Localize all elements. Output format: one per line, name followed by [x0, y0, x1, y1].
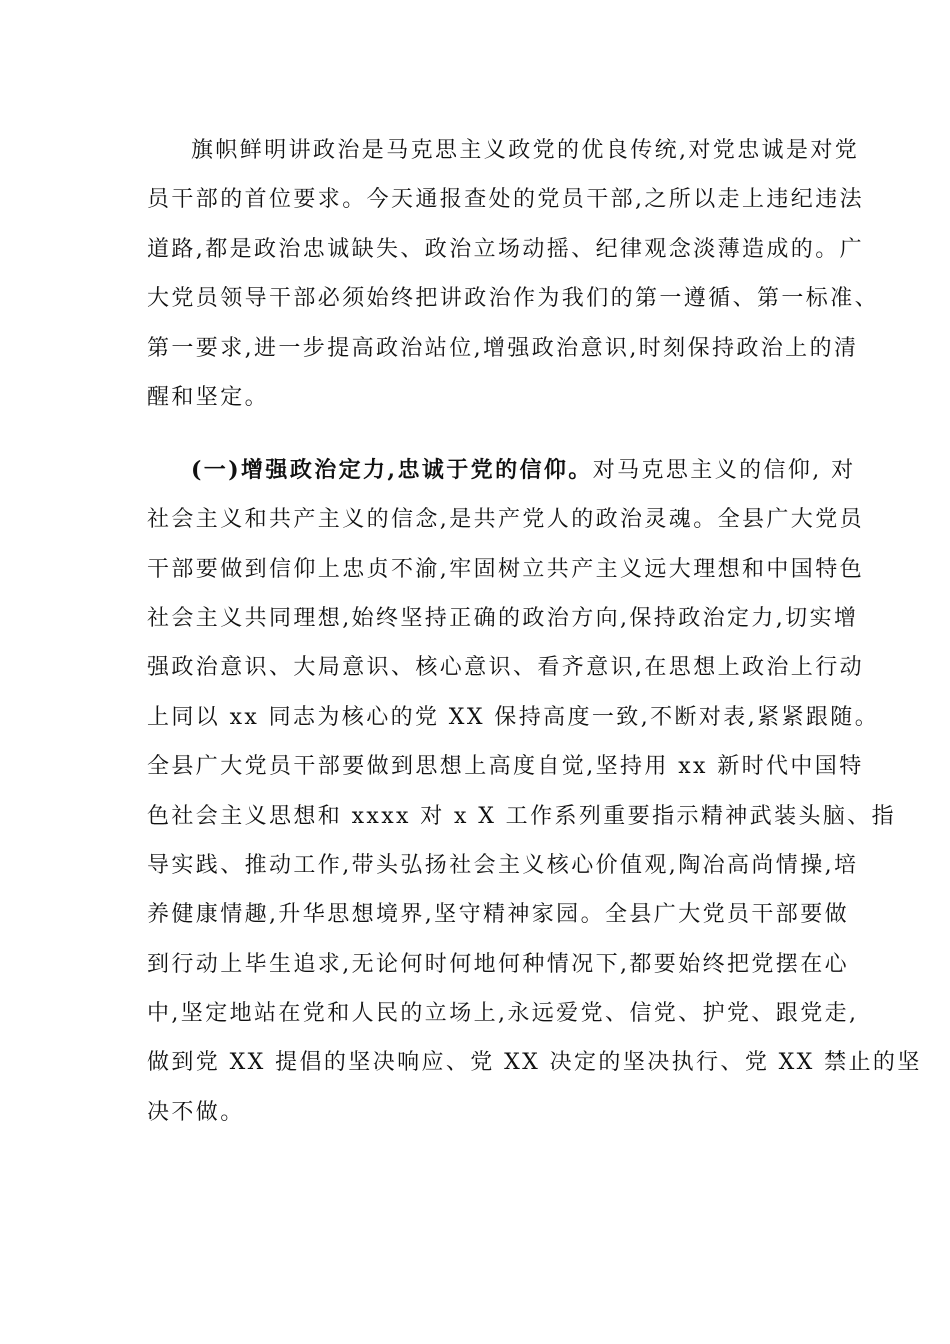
section-1-line-14: 决不做。: [147, 1100, 245, 1125]
section-1-line-12: 中,坚定地站在党和人民的立场上,永远爱党、信党、护党、跟党走,: [147, 1001, 859, 1026]
section-heading: (一)增强政治定力,忠诚于党的信仰。: [191, 457, 593, 483]
section-1-line-7: 全县广大党员干部要做到思想上高度自觉,坚持用 xx 新时代中国特: [147, 754, 864, 779]
paragraph-1-line-1: 旗帜鲜明讲政治是马克思主义政党的优良传统,对党忠诚是对党: [191, 138, 860, 163]
section-1-line-3: 干部要做到信仰上忠贞不渝,牢固树立共产主义远大理想和中国特色: [147, 557, 864, 582]
section-1-line-11: 到行动上毕生追求,无论何时何地何种情况下,都要始终把党摆在心: [147, 952, 849, 977]
section-1-line-4: 社会主义共同理想,始终坚持正确的政治方向,保持政治定力,切实增: [147, 606, 859, 631]
section-1-line-9: 导实践、推动工作,带头弘扬社会主义核心价值观,陶冶高尚情操,培: [147, 853, 859, 878]
section-1-first-line-text: 对马克思主义的信仰, 对: [592, 458, 856, 483]
section-1-line-2: 社会主义和共产主义的信念,是共产党人的政治灵魂。全县广大党员: [147, 507, 864, 532]
section-1-line-8: 色社会主义思想和 xxxx 对 x X 工作系列重要指示精神武装头脑、指: [147, 804, 897, 829]
paragraph-1-line-4: 大党员领导干部必须始终把讲政治作为我们的第一遵循、第一标准、: [147, 286, 880, 311]
paragraph-1-line-2: 员干部的首位要求。今天通报查处的党员干部,之所以走上违纪违法: [147, 187, 864, 212]
section-1-line-10: 养健康情趣,升华思想境界,坚守精神家园。全县广大党员干部要做: [147, 902, 849, 927]
section-1-line-13: 做到党 XX 提倡的坚决响应、党 XX 决定的坚决执行、党 XX 禁止的坚: [147, 1050, 922, 1075]
paragraph-1-line-3: 道路,都是政治忠诚缺失、政治立场动摇、纪律观念淡薄造成的。广: [147, 237, 864, 262]
paragraph-1-line-5: 第一要求,进一步提高政治站位,增强政治意识,时刻保持政治上的清: [147, 336, 859, 361]
paragraph-1-line-6: 醒和坚定。: [147, 385, 270, 410]
section-1-line-5: 强政治意识、大局意识、核心意识、看齐意识,在思想上政治上行动: [147, 655, 864, 680]
section-1-line-6: 上同以 xx 同志为核心的党 XX 保持高度一致,不断对表,紧紧跟随。: [147, 705, 880, 730]
section-1-first-line: [191, 455, 855, 486]
